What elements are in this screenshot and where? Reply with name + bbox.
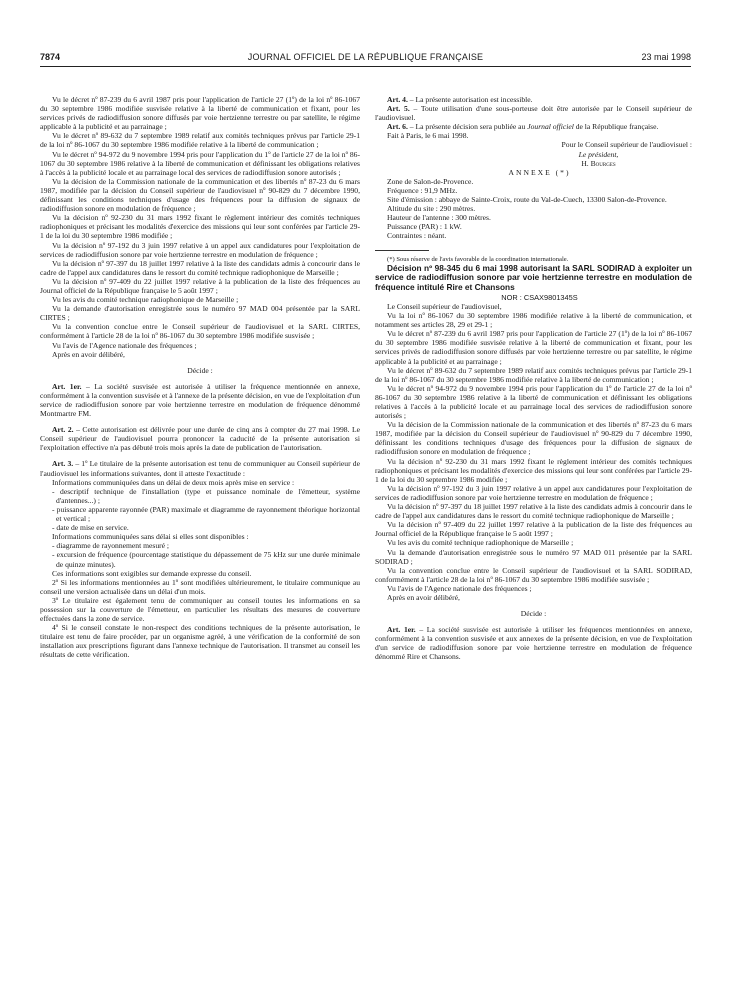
article-6	[375, 122, 692, 131]
annexe-heading: ANNEXE (*)	[508, 167, 571, 177]
article-5	[375, 104, 692, 122]
visa-paragraph: Vu le décret nº 89-632 du 7 septembre 1989 relatif aux comités techniques prévus par l'article 29-1 de la loi nº 86-1067 du 30 septembre 1986 modifiée relative à la liberté de communication ;	[40, 131, 360, 150]
visa-paragraph: Vu la demande d'autorisation enregistrée sous le numéro 97 MAD 011 présentée par la SARL SODIRAD ;	[375, 547, 692, 566]
list-item: - diagramme de rayonnement mesuré ;	[52, 541, 170, 551]
article-text: – Toute utilisation d'une sous-porteuse doit être autorisée par le Conseil supérieur de l'audiovisuel.	[375, 104, 692, 123]
list-item: - descriptif technique de l'installation (type et puissance nominale de l'émetteur, système d'antennes...) ;	[52, 486, 360, 505]
article-label: Art. 6.	[387, 122, 408, 132]
visa-paragraph: Vu la décision nº 97-192 du 3 juin 1997 relative à un appel aux candidatures pour l'exploitation de services de radiodiffusion sonore par voie hertzienne terrestre en modulation de fréquence ;	[375, 483, 692, 502]
visa-paragraph: Vu le décret nº 87-239 du 6 avril 1987 pris pour l'application de l'article 27 (1º) de la loi nº 86-1067 du 30 septembre 1986 modifiée susvisée relative à la liberté de communication et fixant, pour les services privés de radiodiffusion sonore diffusés par voie hertzienne terrestre ou par satellite, le régime applicable à la publicité et au parrainage ;	[40, 95, 360, 132]
visa-paragraph: Vu la décision nº 92-230 du 31 mars 1992 fixant le règlement intérieur des comités techniques radiophoniques et précisant les modalités d'exercice des missions qui leur sont conférées par l'article 29-1 de la loi du 30 septembre 1986 modifiée ;	[375, 456, 692, 484]
right-visas	[375, 311, 692, 602]
decision-intro: Le Conseil supérieur de l'audiovisuel,	[387, 301, 502, 311]
signature-place-date: Fait à Paris, le 6 mai 1998.	[387, 131, 469, 141]
list-item: - puissance apparente rayonnée (PAR) maximale et diagramme de rayonnement théorique horizontal et vertical ;	[52, 504, 360, 524]
annexe-line: Puissance (PAR) : 1 kW.	[387, 222, 462, 232]
visa-paragraph: Vu la décision nº 97-409 du 22 juillet 1997 relative à la publication de la liste des fréquences au Journal officiel de la République française le 5 août 1997 ;	[375, 520, 692, 539]
annexe-lines	[375, 177, 692, 241]
page-number: 7874	[40, 52, 61, 62]
annexe-line: Contraintes : néant.	[387, 231, 447, 241]
header-rule	[40, 66, 691, 67]
list-item: - excursion de fréquence (pourcentage statistique du dépassement de 75 kHz sur une durée minimale de quinze minutes).	[52, 550, 360, 569]
paragraph: 2º Si les informations mentionnées au 1º sont modifiées ultérieurement, le titulaire communique au conseil une version actualisée dans un délai d'un mois.	[40, 577, 360, 596]
signature-role: Le président,	[578, 149, 619, 159]
annexe-line: Altitude du site : 290 mètres.	[387, 204, 476, 214]
visa-paragraph: Vu la décision nº 97-397 du 18 juillet 1997 relative à la liste des candidats admis à concourir dans le cadre de l'appel aux candidatures dans le ressort du comité technique radiophonique de Marseille ;	[40, 258, 360, 277]
visa-paragraph: Vu la convention conclue entre le Conseil supérieur de l'audiovisuel et la SARL SODIRAD, conformément à l'article 28 de la loi nº 86-1067 du 30 septembre 1986 modifiée susvisée ;	[375, 565, 692, 584]
journal-title: JOURNAL OFFICIEL DE LA RÉPUBLIQUE FRANÇAISE	[247, 52, 484, 62]
article-text: – Cette autorisation est délivrée pour une durée de cinq ans à compter du 27 mai 1998. Le Conseil supérieur de l'audiovisuel pourra prononcer la caducité de la présente autorisation si l'exploitation effective n'a pas débuté trois mois après la date de publication de l'autorisation.	[40, 425, 360, 453]
nor-reference: NOR : CSAX9801345S	[501, 292, 578, 302]
info-heading-1: Informations communiquées dans un délai de deux mois après mise en service :	[52, 477, 295, 487]
article-label: Art. 1er.	[387, 625, 416, 635]
article-text: – La société susvisée est autorisée à utiliser la fréquence mentionnée en annexe, conformément à la convention susvisée et à l'annexe de la présente décision, en vue de l'exploitation d'un service de radiodiffusion sonore par voie hertzienne terrestre en modulation de fréquence dénommé Montmartre FM.	[40, 381, 360, 419]
visa-paragraph: Vu la décision nº 97-192 du 3 juin 1997 relative à un appel aux candidatures pour l'exploitation de services de radiodiffusion sonore par voie hertzienne terrestre en modulation de fréquence ;	[40, 240, 360, 259]
article-1	[375, 625, 692, 661]
article-1	[40, 382, 360, 418]
signature-for: Pour le Conseil supérieur de l'audiovisuel :	[561, 140, 692, 150]
visa-paragraph: Vu l'avis de l'Agence nationale des fréquences ;	[387, 583, 532, 593]
left-visas	[40, 95, 360, 359]
article-label: Art. 5.	[387, 104, 410, 114]
visa-paragraph: Vu le décret nº 89-632 du 7 septembre 1989 relatif aux comités techniques prévus par l'article 29-1 de la loi nº 86-1067 du 30 septembre 1986 modifiée relative à la liberté de communication ;	[375, 365, 692, 384]
visa-paragraph: Vu l'avis de l'Agence nationale des fréquences ;	[52, 340, 197, 350]
decision-title: Décision nº 98-345 du 6 mai 1998 autorisant la SARL SODIRAD à exploiter un service de radiodiffusion sonore par voie hertzienne terrestre en modulation de fréquence intitulé Rire et Chansons	[375, 262, 692, 293]
visa-paragraph: Après en avoir délibéré,	[387, 592, 460, 602]
visa-paragraph: Vu le décret nº 94-972 du 9 novembre 1994 pris pour l'application du 1º de l'article 27 de la loi nº 86-1067 du 30 septembre 1986 relative à la liberté de communication et définissant les obligations relatives à l'accès à la publicité locale et au parrainage local des services de radiodiffusion sonore autorisés ;	[375, 383, 692, 421]
visa-paragraph: Vu la décision nº 92-230 du 31 mars 1992 fixant le règlement intérieur des comités techniques radiophoniques et précisant les modalités d'exercice des missions qui leur sont conférées par l'article 29-1 de la loi du 30 septembre 1986 modifiée ;	[40, 213, 360, 241]
article-4	[375, 95, 692, 104]
visa-paragraph: Après en avoir délibéré,	[52, 349, 125, 359]
visa-paragraph: Vu les avis du comité technique radiophonique de Marseille ;	[52, 295, 239, 305]
article-text: – La société susvisée est autorisée à utiliser les fréquences mentionnées en annexe, conformément à la convention susvisée et aux annexes de la présente décision, en vue de l'exploitation d'un service de radiodiffusion sonore par voie hertzienne terrestre en modulation de fréquence dénommé Rire et Chansons.	[375, 625, 693, 662]
article-text: de la République française.	[573, 122, 659, 132]
paragraph: 3º Le titulaire est également tenu de communiquer au conseil toutes les informations en sa possession sur la couverture de l'émetteur, en particulier les résultats des mesures de couverture effectuées dans la zone de service.	[40, 595, 360, 624]
article-2	[40, 425, 360, 452]
visa-paragraph: Vu la convention conclue entre le Conseil supérieur de l'audiovisuel et la SARL CIRTES, conformément à l'article 28 de la loi nº 86-1067 du 30 septembre 1986 modifiée susvisée ;	[40, 322, 360, 341]
visa-paragraph: Vu la décision nº 97-409 du 22 juillet 1997 relative à la publication de la liste des fréquences au Journal officiel de la République française le 5 août 1997 ;	[40, 276, 360, 295]
right-column	[375, 95, 692, 662]
article-text: – La présente autorisation est incessible.	[407, 95, 533, 104]
decide-heading: Décide :	[187, 365, 213, 375]
decide-heading: Décide :	[520, 609, 547, 619]
article-label: Art. 1er.	[52, 381, 82, 391]
signature-name: H. Bourges	[581, 158, 616, 168]
list-item: - date de mise en service.	[52, 523, 129, 533]
visa-paragraph: Vu la décision de la Commission nationale de la communication et des libertés nº 87-23 du 6 mars 1987, modifiée par la décision du Conseil supérieur de l'audiovisuel nº 90-829 du 7 décembre 1990, définissant les conditions techniques d'usage des fréquences pour la diffusion de signaux de radiodiffusion sonore en modulation de fréquence ;	[40, 176, 360, 214]
article-label: Art. 3.	[52, 459, 74, 469]
visa-paragraph: Vu la loi nº 86-1067 du 30 septembre 1986 modifiée relative à la liberté de communication, et notamment ses articles 28, 29 et 29-1 ;	[375, 311, 692, 330]
paragraph: 4º Si le conseil constate le non-respect des conditions techniques de la présente autorisation, le titulaire est tenu de faire procéder, par un organisme agréé, à une vérification de la conformité de son installation aux prescriptions figurant dans l'annexe technique de l'autorisation. Il transmet au conseil les résultats de cette vérification.	[40, 623, 360, 660]
visa-paragraph: Vu la décision nº 97-397 du 18 juillet 1997 relative à la liste des candidats admis à concourir dans le cadre de l'appel aux candidatures dans le ressort du comité technique radiophonique de Marseille ;	[375, 502, 692, 521]
article-text: – 1º Le titulaire de la présente autorisation est tenu de communiquer au Conseil supérieur de l'audiovisuel les informations suivantes, dont il atteste l'exactitude :	[40, 459, 360, 478]
annexe-line: Fréquence : 91,9 MHz.	[387, 185, 458, 195]
annexe-line: Zone de Salon-de-Provence.	[387, 176, 474, 186]
annexe-line: Site d'émission : abbaye de Sainte-Croix, route du Val-de-Cuech, 13300 Salon-de-Provence.	[387, 195, 667, 205]
article-3	[40, 459, 360, 477]
annexe-line: Hauteur de l'antenne : 300 mètres.	[387, 213, 491, 223]
article-label: Art. 2.	[52, 425, 74, 435]
journal-name: Journal officiel	[527, 122, 574, 132]
footnote: (*) Sous réserve de l'avis favorable de la coordination internationale.	[387, 255, 569, 263]
visa-paragraph: Vu la décision de la Commission nationale de la communication et des libertés nº 87-23 du 6 mars 1987, modifiée par la décision du Conseil supérieur de l'audiovisuel nº 90-829 du 7 décembre 1990, définissant les conditions techniques d'usage des fréquences pour la diffusion de signaux de radiodiffusion sonore en modulation de fréquence ;	[375, 420, 692, 457]
visa-paragraph: Vu la demande d'autorisation enregistrée sous le numéro 97 MAD 004 présentée par la SARL CIRTES ;	[40, 304, 360, 323]
visa-paragraph: Vu le décret nº 94-972 du 9 novembre 1994 pris pour l'application du 1º de l'article 27 de la loi nº 86-1067 du 30 septembre 1986 relative à la liberté de communication et définissant les obligations relatives à l'accès à la publicité locale et au parrainage local des services de radiodiffusion sonore autorisés ;	[40, 149, 360, 177]
visa-paragraph: Vu les avis du comité technique radiophonique de Marseille ;	[387, 538, 574, 548]
visa-paragraph: Vu le décret nº 87-239 du 6 avril 1987 pris pour l'application de l'article 27 (1º) de la loi nº 86-1067 du 30 septembre 1986 modifiée susvisée relative à la liberté de communication et fixant, pour les services privés de radiodiffusion sonore diffusés par voie hertzienne terrestre ou par satellite, le régime applicable à la publicité et au parrainage ;	[375, 329, 692, 366]
footnote-rule	[375, 250, 429, 251]
article-label: Art. 4.	[387, 95, 408, 104]
info-heading-2: Informations communiquées sans délai si elles sont disponibles :	[52, 532, 249, 542]
article-text: – La présente décision sera publiée au	[407, 122, 528, 132]
left-column	[40, 95, 360, 660]
paragraph: Ces informations sont exigibles sur demande expresse du conseil.	[52, 568, 252, 578]
issue-date: 23 mai 1998	[641, 52, 691, 62]
